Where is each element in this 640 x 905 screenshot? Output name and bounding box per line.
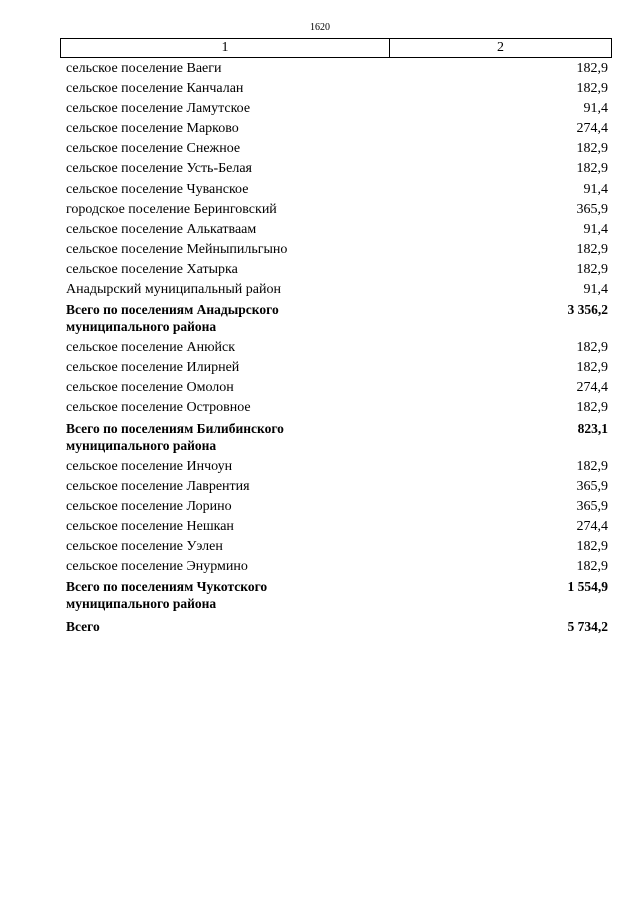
settlement-name: Анадырский муниципальный район [66, 282, 281, 298]
amount-value: 274,4 [576, 518, 608, 534]
amount-value: 182,9 [576, 141, 608, 157]
table-row [66, 100, 608, 118]
page-number: 1620 [310, 22, 330, 33]
column-header-2: 2 [497, 40, 504, 55]
table-row [66, 140, 608, 158]
settlement-name: сельское поселение Снежное [66, 141, 241, 157]
table-row [66, 518, 608, 536]
column-header-1: 1 [61, 39, 390, 57]
amount-value: 182,9 [576, 61, 608, 76]
amount-value: 3 356,2 [567, 302, 608, 318]
settlement-name: Всего [66, 619, 100, 635]
amount-value: 5 734,2 [567, 619, 608, 635]
table-row [66, 379, 608, 397]
table-row [66, 221, 608, 239]
total-row [66, 618, 608, 635]
settlement-name: Всего по поселениям Анадырского муниципального района [66, 302, 279, 335]
settlement-name: сельское поселение Чуванское [66, 181, 249, 197]
table-row [66, 241, 608, 259]
settlement-name: Всего по поселениям Чукотского муниципального района [66, 579, 268, 612]
total-row [66, 578, 608, 612]
table-row [66, 120, 608, 138]
table-row [66, 261, 608, 279]
table-row [66, 359, 608, 377]
table-row [66, 558, 608, 576]
amount-value: 182,9 [576, 161, 608, 177]
amount-value: 91,4 [583, 221, 608, 237]
amount-value: 182,9 [576, 340, 608, 356]
table-row [66, 181, 608, 199]
table-row [66, 80, 608, 98]
total-row [66, 301, 608, 335]
table-row [66, 458, 608, 476]
settlement-name: сельское поселение Канчалан [66, 81, 244, 97]
settlement-name: сельское поселение Нешкан [66, 518, 234, 534]
settlement-name: сельское поселение Алькатваам [66, 221, 257, 237]
amount-value: 182,9 [576, 458, 608, 474]
amount-value: 1 554,9 [567, 579, 608, 595]
amount-value: 182,9 [576, 81, 608, 97]
amount-value: 182,9 [576, 360, 608, 376]
settlement-name: сельское поселение Энурмино [66, 558, 248, 574]
table-row [66, 478, 608, 496]
amount-value: 365,9 [576, 201, 608, 217]
amount-value: 91,4 [583, 181, 608, 197]
table-row [66, 281, 608, 299]
settlement-name: сельское поселение Лорино [66, 498, 232, 514]
settlement-name: сельское поселение Омолон [66, 380, 234, 396]
table-body [66, 60, 608, 639]
settlement-name: сельское поселение Мейныпильгыно [66, 241, 288, 257]
settlement-name: сельское поселение Анюйск [66, 340, 236, 356]
amount-value: 91,4 [583, 282, 608, 298]
amount-value: 182,9 [576, 558, 608, 574]
settlement-name: сельское поселение Марково [66, 121, 239, 137]
settlement-name: сельское поселение Ламутское [66, 101, 251, 117]
amount-value: 182,9 [576, 241, 608, 257]
amount-value: 182,9 [576, 538, 608, 554]
settlement-name: сельское поселение Инчоун [66, 458, 233, 474]
settlement-name: Всего по поселениям Билибинского муниципального района [66, 420, 284, 453]
settlement-name: сельское поселение Хатырка [66, 261, 238, 277]
settlement-name: сельское поселение Уэлен [66, 538, 223, 554]
settlement-name: сельское поселение Усть-Белая [66, 161, 252, 177]
amount-value: 823,1 [577, 420, 608, 436]
table-header [60, 38, 612, 58]
amount-value: 274,4 [576, 380, 608, 396]
table-row [66, 201, 608, 219]
settlement-name: сельское поселение Лаврентия [66, 478, 250, 494]
table-row [66, 498, 608, 516]
amount-value: 365,9 [576, 478, 608, 494]
table-row [66, 339, 608, 357]
amount-value: 91,4 [583, 101, 608, 117]
amount-value: 182,9 [576, 261, 608, 277]
settlement-name: сельское поселение Илирней [66, 360, 240, 376]
amount-value: 365,9 [576, 498, 608, 514]
table-row [66, 160, 608, 178]
amount-value: 182,9 [576, 400, 608, 416]
settlement-name: сельское поселение Ваеги [66, 61, 222, 76]
table-row [66, 538, 608, 556]
settlement-name: сельское поселение Островное [66, 400, 251, 416]
table-row [66, 60, 608, 78]
amount-value: 274,4 [576, 121, 608, 137]
settlement-name: городское поселение Беринговский [66, 201, 277, 217]
table-row [66, 399, 608, 417]
total-row [66, 420, 608, 454]
